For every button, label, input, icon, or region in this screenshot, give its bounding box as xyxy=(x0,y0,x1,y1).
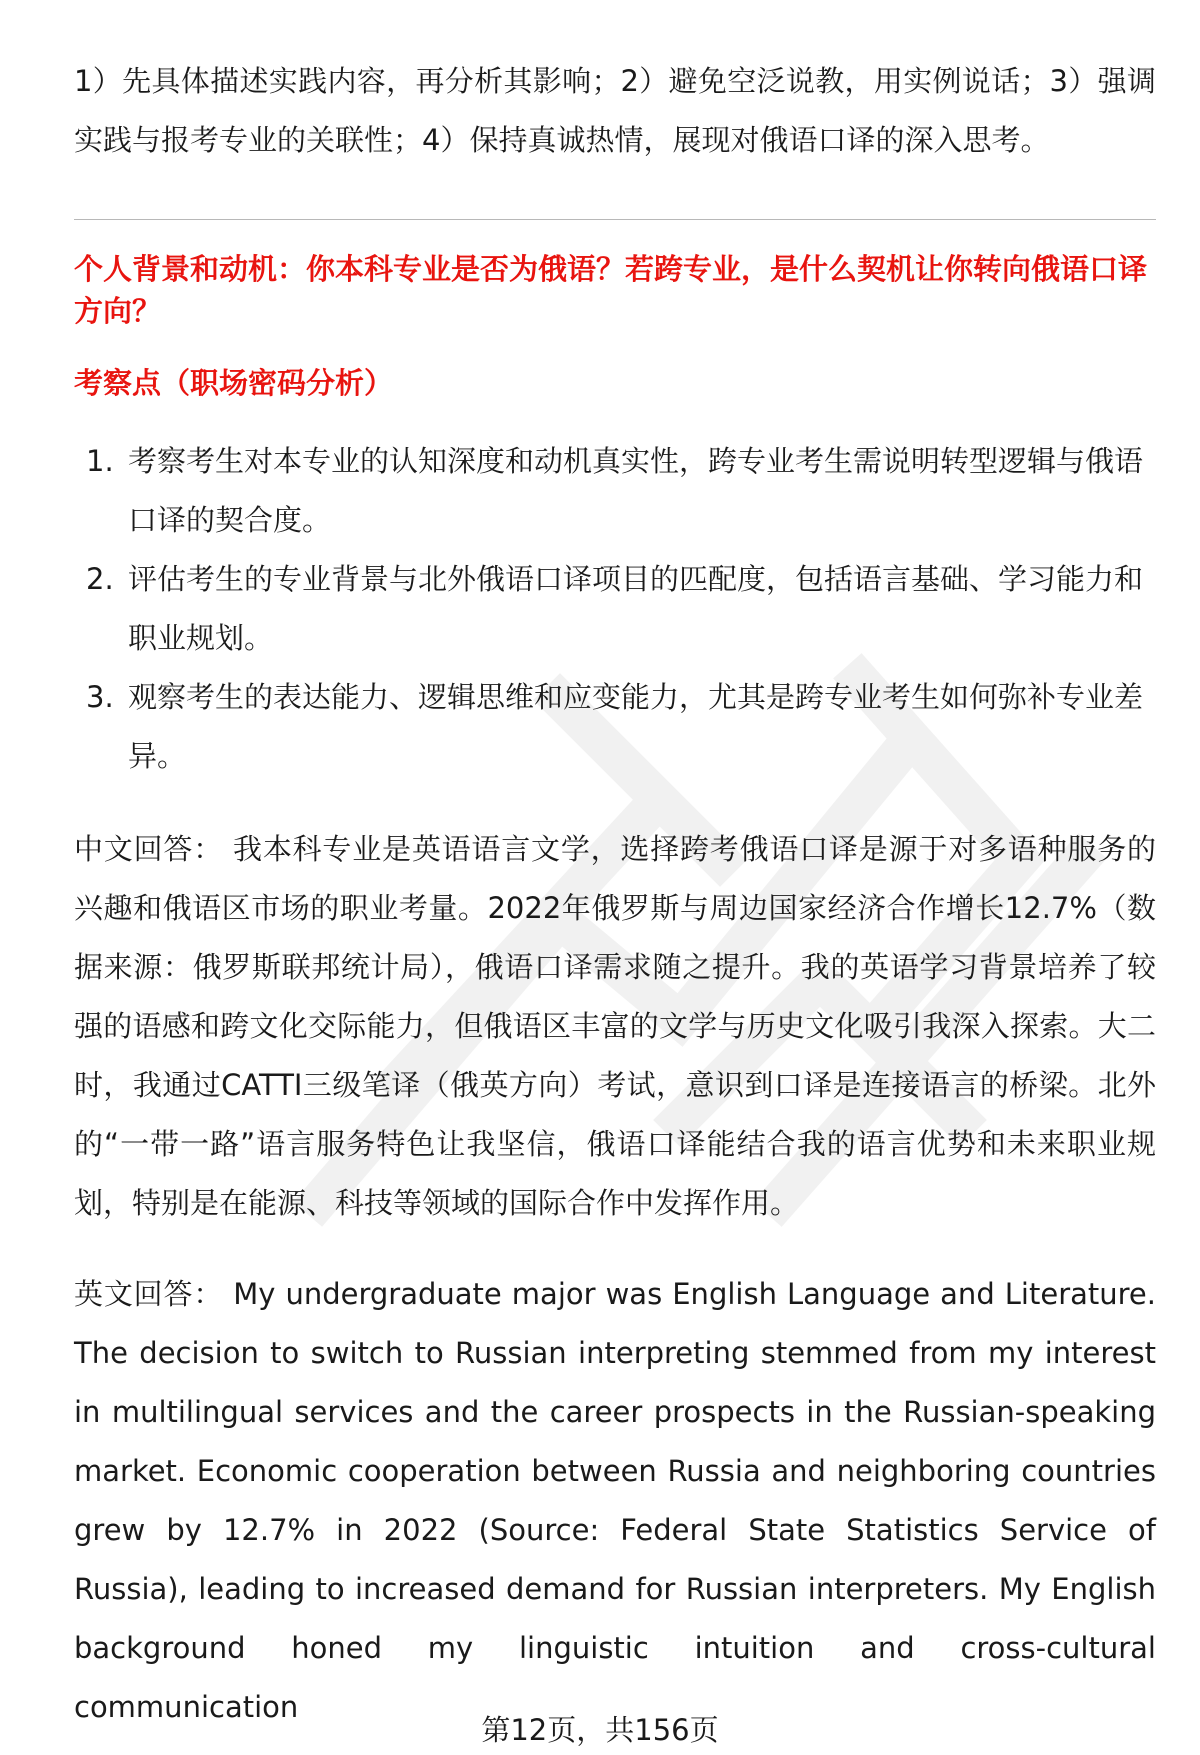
list-number: 1. xyxy=(86,444,114,478)
assessment-heading: 考察点（职场密码分析） xyxy=(74,366,394,400)
assessment-point-2 xyxy=(74,550,1156,668)
page-footer: 第12页，共156页 xyxy=(481,1713,719,1747)
assessment-list xyxy=(74,432,1156,786)
list-number: 3. xyxy=(86,680,114,714)
list-text: 观察考生的表达能力、逻辑思维和应变能力，尤其是跨专业考生如何弥补专业差异。 xyxy=(128,680,1144,773)
tips-paragraph: 1）先具体描述实践内容，再分析其影响；2）避免空泛说教，用实例说话；3）强调实践与报考专业的关联性；4）保持真诚热情，展现对俄语口译的深入思考。 xyxy=(74,64,1156,157)
english-answer xyxy=(74,1265,1156,1737)
assessment-point-3 xyxy=(74,668,1156,786)
chinese-answer-text: 我本科专业是英语语言文学，选择跨考俄语口译是源于对多语种服务的兴趣和俄语区市场的职业考量。2022年俄罗斯与周边国家经济合作增长12.7%（数据来源：俄罗斯联邦统计局），俄语口译需求随之提升。我的英语学习背景培养了较强的语感和跨文化交际能力，但俄语区丰富的文学与历史文化吸引我深入探索。大二时，我通过CATTI三级笔译（俄英方向）考试，意识到口译是连接语言的桥梁。北外的“一带一路”语言服务特色让我坚信，俄语口译能结合我的语言优势和未来职业规划，特别是在能源、科技等领域的国际合作中发挥作用。 xyxy=(74,832,1156,1220)
document-page xyxy=(74,0,1156,1755)
list-text: 评估考生的专业背景与北外俄语口译项目的匹配度，包括语言基础、学习能力和职业规划。 xyxy=(128,562,1144,655)
chinese-answer-label: 中文回答： xyxy=(74,832,223,866)
section-divider xyxy=(74,219,1156,220)
question-heading: 个人背景和动机：你本科专业是否为俄语？若跨专业，是什么契机让你转向俄语口译方向？ xyxy=(74,252,1148,328)
english-answer-text: My undergraduate major was English Language and Literature. The decision to switch to Russian interpreting stemmed from my interest in multilingual services and the career prospects in the Russian-speaking market. Economic cooperation between Russia and neighboring countries grew by 12.7% in 2022 (Source: Federal State Statistics Service of Russia), leading to increased demand for Russian interpreters. My English background honed my linguistic intuition and cross-cultural communication xyxy=(74,1277,1156,1724)
list-text: 考察考生对本专业的认知深度和动机真实性，跨专业考生需说明转型逻辑与俄语口译的契合度。 xyxy=(128,444,1144,537)
assessment-point-1 xyxy=(74,432,1156,550)
english-answer-label: 英文回答： xyxy=(74,1277,224,1311)
chinese-answer xyxy=(74,820,1156,1233)
list-number: 2. xyxy=(86,562,114,596)
